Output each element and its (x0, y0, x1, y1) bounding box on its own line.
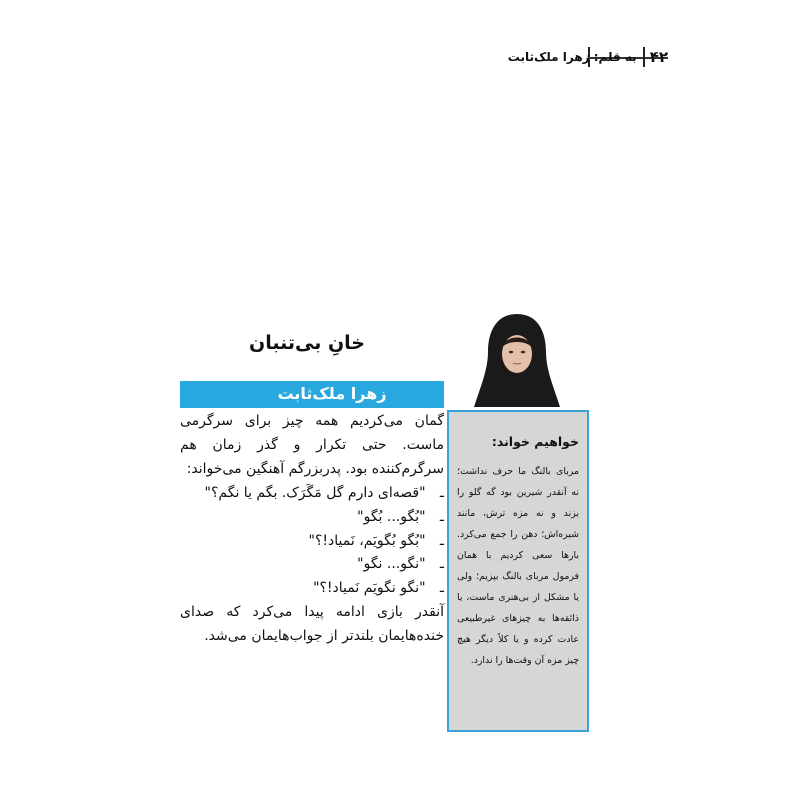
paragraph: آنقدر بازی ادامه پیدا می‌کرد که صدای خنده‌هایمان بلندتر از جواب‌هایمان می‌شد. (180, 604, 444, 645)
running-head: به قلم: زهرا ملک‌ثابت (507, 50, 637, 64)
dialogue-line (180, 506, 444, 530)
dialogue-line (180, 530, 444, 554)
dialogue-dash: ـ (439, 484, 444, 501)
author-bar (180, 381, 444, 408)
dialogue-line (180, 482, 444, 506)
preview-box (447, 410, 589, 732)
dialogue-text: "نگو نگویَم نَمیاد!؟" (313, 580, 426, 597)
dialogue-dash: ـ (439, 508, 444, 525)
author-name: زهرا ملک‌ثابت (277, 384, 387, 403)
dialogue-dash: ـ (439, 580, 444, 597)
header-separator (643, 47, 645, 67)
dialogue-dash: ـ (439, 532, 444, 549)
dialogue-text: "بُگو... بُگو" (357, 508, 426, 525)
story-body (180, 410, 444, 649)
preview-title: خواهیم خواند: (491, 434, 579, 449)
dialogue-text: "بُگو بُگویَم، نَمیاد!؟" (308, 532, 426, 549)
dialogue-line (180, 553, 444, 577)
page-header (450, 44, 668, 70)
dialogue-text: "قصه‌ای دارم گل مَگَرَک. بگم یا نگم؟" (204, 484, 426, 501)
page-number: ۴۲ (649, 48, 668, 66)
story-title: خانِ بی‌تنبان (248, 332, 365, 354)
dialogue-dash: ـ (439, 556, 444, 573)
author-portrait (474, 310, 560, 407)
paragraph: گمان می‌کردیم همه چیز برای سرگرمی ماست. حتی تکرار و گذر زمان هم سرگرم‌کننده بود. پدربزرگم آهنگین می‌خواند: (180, 413, 444, 477)
dialogue-line (180, 577, 444, 601)
dialogue-text: "نگو... نگو" (357, 556, 426, 573)
preview-text: مربای بالنگ ما حرف نداشت؛ نه آنقدر شیرین بود گه گلو را بزند و نه مزه ترش، مانند شیره‌اش؛ دهن را جمع می‌کرد. بارها سعی کردیم با همان فرمول مربای بالنگ بپزیم؛ ولی یا مشکل از بی‌هنری ماست، یا ذائقه‌ها به چیزهای غیرطبیعی عادت کرده و یا کلاً دیگر هیچ چیز مزه آن وقت‌ها را ندارد. (457, 466, 579, 666)
